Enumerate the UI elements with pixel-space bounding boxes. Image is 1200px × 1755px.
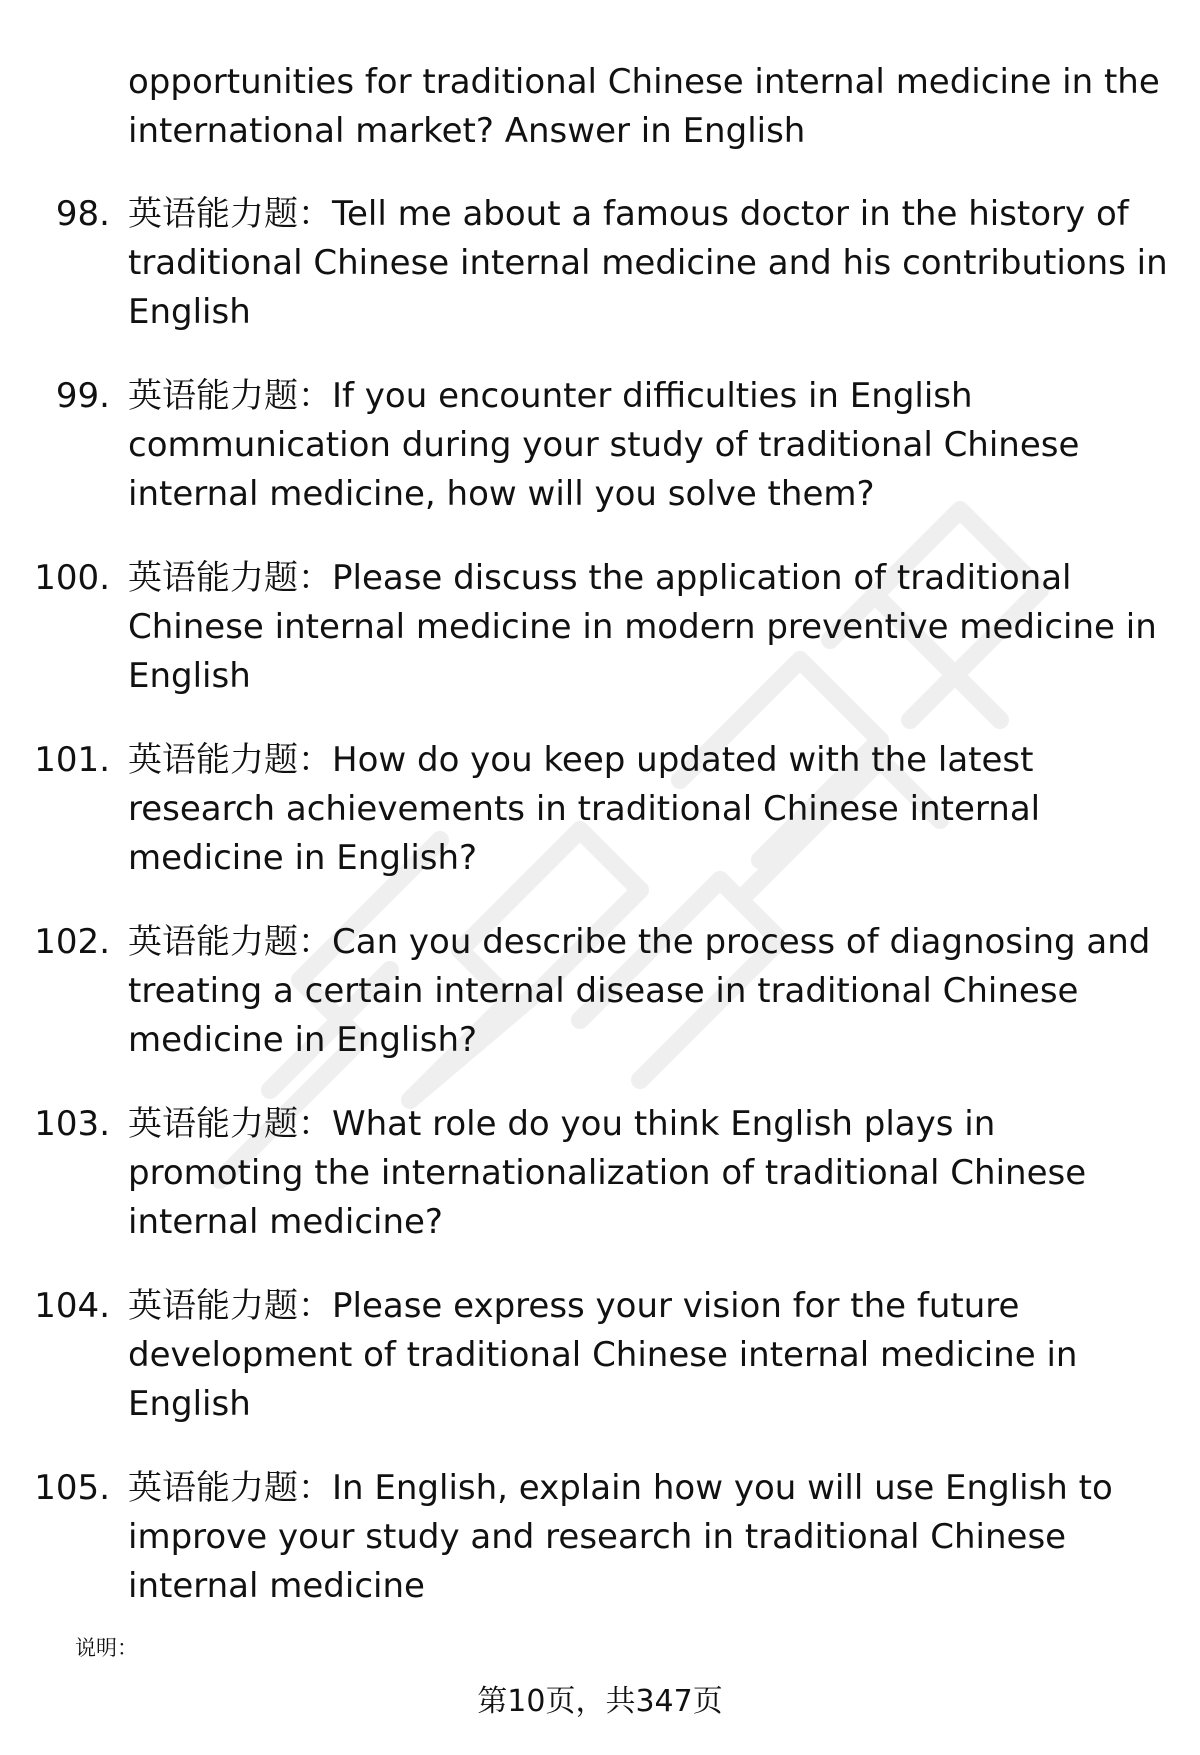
list-item [0, 372, 1200, 519]
question-text: 英语能力题：In English, explain how you will use English to improve your study and research in traditional Chinese internal medicine [128, 1468, 1113, 1606]
question-number: 102. [34, 922, 110, 962]
question-text: 英语能力题：How do you keep updated with the latest research achievements in traditional Chinese internal medicine in English? [128, 740, 1041, 878]
question-text: 英语能力题：Can you describe the process of diagnosing and treating a certain internal disease in traditional Chinese medicine in English? [128, 922, 1151, 1060]
question-text: 英语能力题：What role do you think English plays in promoting the internationalization of traditional Chinese internal medicine? [128, 1104, 1087, 1242]
list-item [0, 1100, 1200, 1247]
question-number: 98. [55, 194, 110, 234]
page-footer: 第10页，共347页 [477, 1684, 723, 1719]
list-item [0, 1282, 1200, 1429]
list-item [0, 190, 1200, 337]
question-number: 104. [34, 1286, 110, 1326]
question-list [0, 190, 1200, 1646]
question-text: 英语能力题：Tell me about a famous doctor in the history of traditional Chinese internal medicine and his contributions in English [128, 194, 1168, 332]
list-item [0, 1464, 1200, 1611]
question-text: 英语能力题：Please express your vision for the future development of traditional Chinese internal medicine in English [128, 1286, 1078, 1424]
note-label: 说明： [75, 1636, 138, 1660]
list-item [0, 918, 1200, 1065]
question-number: 101. [34, 740, 110, 780]
question-number: 105. [34, 1468, 110, 1508]
list-item [0, 736, 1200, 883]
question-number: 100. [34, 558, 110, 598]
question-number: 103. [34, 1104, 110, 1144]
question-text: 英语能力题：If you encounter difficulties in English communication during your study of traditional Chinese internal medicine, how will you solve them? [128, 376, 1080, 514]
continuation-text: opportunities for traditional Chinese internal medicine in the international market? Answer in English [128, 62, 1160, 151]
question-text: 英语能力题：Please discuss the application of traditional Chinese internal medicine in modern preventive medicine in English [128, 558, 1157, 696]
list-item [0, 554, 1200, 701]
question-number: 99. [55, 376, 110, 416]
